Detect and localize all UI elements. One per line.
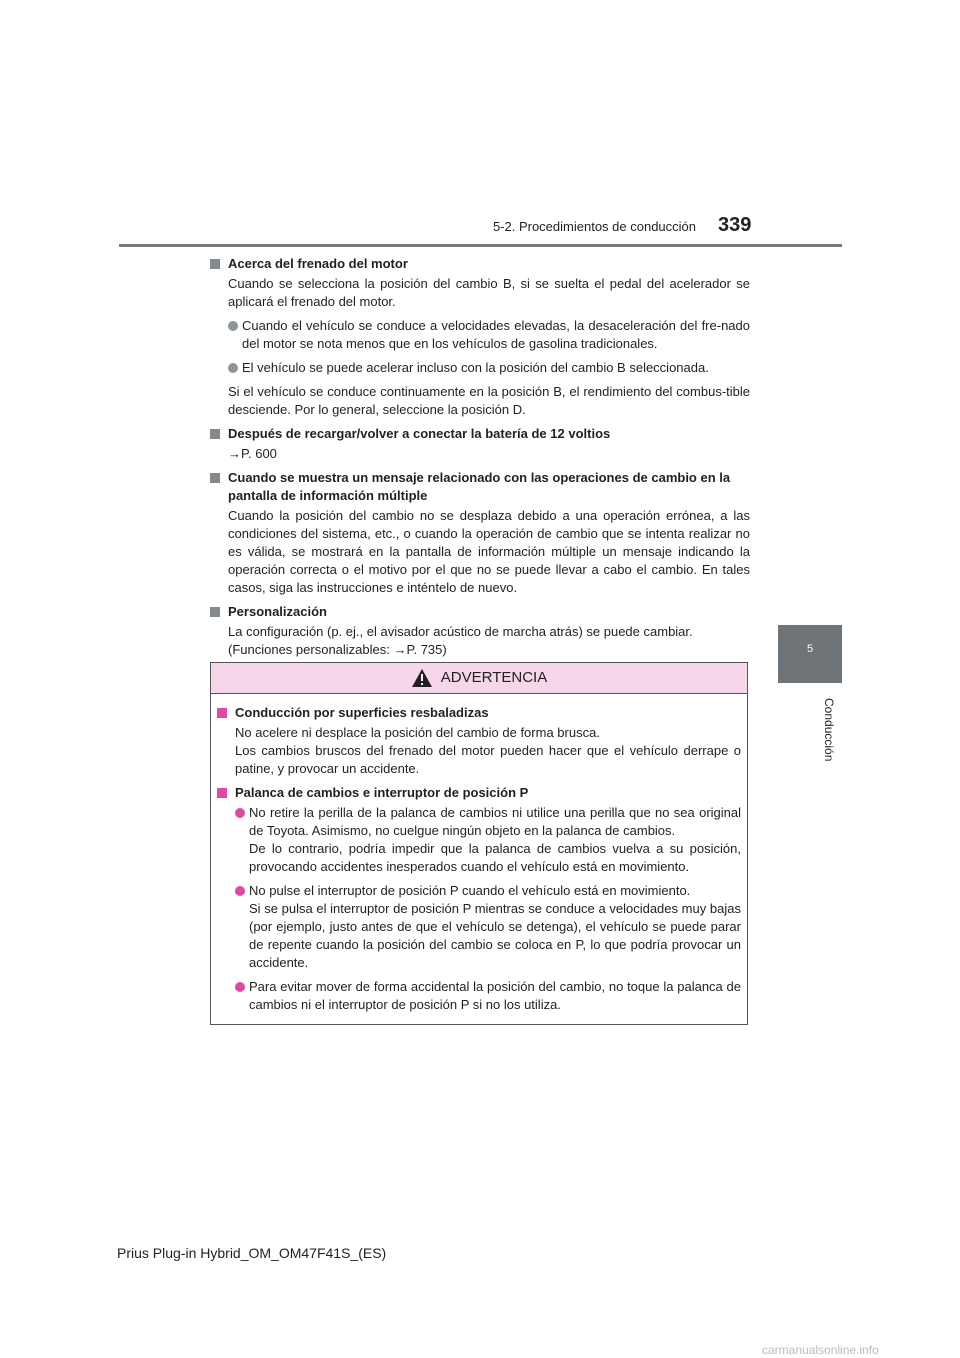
section-engine-braking [210,255,750,419]
warning-body [211,694,747,1014]
chapter-tab-number: 5 [806,643,814,655]
main-content [210,255,750,665]
section-title: Cuando se muestra un mensaje relacionado con las operaciones de cambio en la pantalla de información múltiple [228,470,731,503]
bullet-text: No pulse el interruptor de posición P cuando el vehículo está en movimiento. [249,883,691,898]
chapter-tab [778,625,842,683]
circle-bullet-icon [235,982,245,992]
section-text: La configuración (p. ej., el avisador acústico de marcha atrás) se puede cambiar. [228,624,693,639]
bullet-text: Si se pulsa el interruptor de posición P mientras se conduce a velocidades muy bajas (por ejemplo, justo antes de que el vehículo se detenga), el vehículo se puede parar de repente cuando la posición del cambio se coloca en P, lo que podría provocar un accidente. [249,901,741,970]
square-bullet-icon [210,607,220,617]
square-bullet-icon [210,429,220,439]
warning-triangle-icon [411,668,433,688]
circle-bullet-icon [228,363,238,373]
page-reference-link[interactable]: (Funciones personalizables: →P. 735) [228,642,447,657]
bullet-text: El vehículo se puede acelerar incluso con la posición del cambio B seleccionada. [242,360,709,375]
bullet-text: Para evitar mover de forma accidental la posición del cambio, no toque la palanca de cambios ni el interruptor de posición P si no los utiliza. [249,979,741,1012]
page-reference-link[interactable]: →P. 600 [228,446,277,461]
warning-box [210,662,748,1025]
warning-text: No acelere ni desplace la posición del cambio de forma brusca. [235,725,600,740]
bullet-text: De lo contrario, podría impedir que la palanca de cambios vuelva a su posición, provocando accidentes inesperados cuando el vehículo está en movimiento. [249,841,741,874]
bullet-text: Cuando el vehículo se conduce a velocidades elevadas, la desaceleración del fre-nado del motor se nota menos que en los vehículos de gasolina tradicionales. [242,318,750,351]
circle-bullet-icon [235,886,245,896]
square-bullet-icon [217,788,227,798]
warning-header [211,663,747,694]
header-section-title: 5-2. Procedimientos de conducción [492,219,696,234]
bullet-text: No retire la perilla de la palanca de cambios ni utilice una perilla que no sea original de Toyota. Asimismo, no cuelgue ningún objeto en la palanca de cambios. [249,805,741,838]
section-title: Después de recargar/volver a conectar la batería de 12 voltios [228,426,611,441]
warning-text: Los cambios bruscos del frenado del motor pueden hacer que el vehículo derrape o patine, y provocar un accidente. [235,743,741,776]
chapter-tab-label: Conducción [822,698,836,762]
section-text: Cuando se selecciona la posición del cambio B, si se suelta el pedal del acelerador se aplicará el frenado del motor. [228,276,750,309]
circle-bullet-icon [228,321,238,331]
section-text: Si el vehículo se conduce continuamente en la posición B, el rendimiento del combus-tible desciende. Por lo general, seleccione la posición D. [228,384,750,417]
warning-section-title: Palanca de cambios e interruptor de posición P [235,785,529,800]
square-bullet-icon [217,708,227,718]
warning-title: ADVERTENCIA [440,669,548,686]
square-bullet-icon [210,473,220,483]
section-title: Personalización [228,604,327,619]
section-battery [210,425,750,463]
section-title: Acerca del frenado del motor [228,256,408,271]
section-shift-message [210,469,750,597]
section-text: Cuando la posición del cambio no se desplaza debido a una operación errónea, a las condiciones del sistema, etc., o cuando la operación de cambio que se intenta realizar no es válida, se mostrará en la pantalla de información múltiple un mensaje indicando la operación correcta o el motivo por el que no se puede llevar a cabo el cambio. En tales casos, siga las instrucciones e inténtelo de nuevo. [228,508,750,595]
warning-section-title: Conducción por superficies resbaladizas [235,705,489,720]
section-customization [210,603,750,659]
square-bullet-icon [210,259,220,269]
header-rule [119,244,842,247]
watermark: carmanualsonline.info [762,1343,879,1357]
footer-model-code: Prius Plug-in Hybrid_OM_OM47F41S_(ES) [117,1245,387,1261]
circle-bullet-icon [235,808,245,818]
page-number: 339 [718,214,752,236]
